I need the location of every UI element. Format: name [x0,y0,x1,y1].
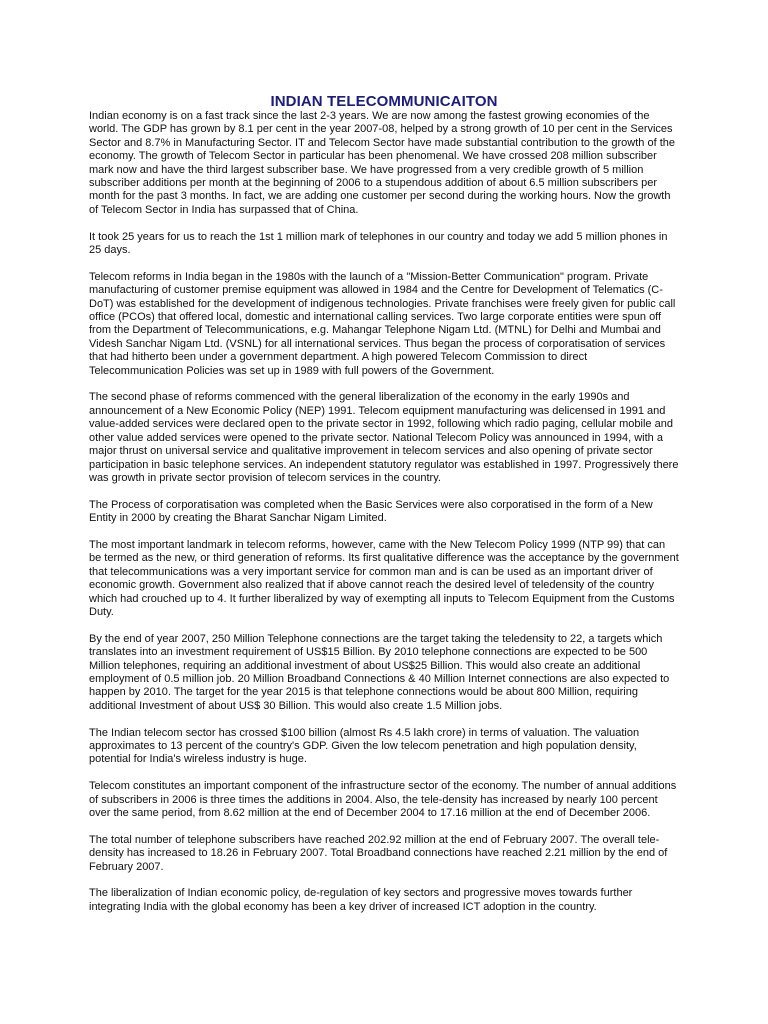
document-body [89,110,679,928]
paragraph-second-phase: The second phase of reforms commenced with the general liberalization of the economy in the early 1990s and announcement of a New Economic Policy (NEP) 1991. Telecom equipment manufacturing was delicensed in 1991 and value-added services were declared open to the private sector in 1992, following which radio paging, cellular mobile and other value added services were opened to the private sector. National Telecom Policy was announced in 1994, with a major thrust on universal service and qualitative improvement in telecom services and also opening of private sector participation in basic telephone services. An independent statutory regulator was established in 1997. Progressively there was growth in private sector provision of telecom services in the country. [89,391,679,484]
paragraph-ntp-99: The most important landmark in telecom reforms, however, came with the New Telecom Policy 1999 (NTP 99) that can be termed as the new, or third generation of reforms. Its first qualitative difference was the acceptance by the government that telecommunications was a very important service for common man and is can be used as an important driver of economic growth. Government also realized that if above cannot reach the desired level of teledensity of the country which had crouched up to 4. It further liberalized by way of exempting all inputs to Telecom Equipment from the Customs Duty. [89,538,679,618]
paragraph-valuation: The Indian telecom sector has crossed $100 billion (almost Rs 4.5 lakh crore) in terms of valuation. The valuation approximates to 13 percent of the country's GDP. Given the low telecom penetration and high population density, potential for India's wireless industry is huge. [89,726,640,766]
paragraph-corporatisation: The Process of corporatisation was completed when the Basic Services were also corporatised in the form of a New Entity in 2000 by creating the Bharat Sanchar Nigam Limited. [89,498,653,525]
paragraph-liberalization: The liberalization of Indian economic policy, de-regulation of key sectors and progressive moves towards further integrating India with the global economy has been a key driver of increased ICT adoption in the country. [89,887,633,913]
paragraph-reforms-1980s: Telecom reforms in India began in the 1980s with the launch of a "Mission-Better Communication" program. Private manufacturing of customer premise equipment was allowed in 1984 and the Centre for Development of Telematics (C-DoT) was established for the development of indigenous technologies. Private franchises were freely given for public call office (PCOs) that offered local, domestic and international calling services. Two large corporate entities were spun off from the Department of Telecommunications, e.g. Mahangar Telephone Nigam Ltd. (MTNL) for Delhi and Mumbai and Videsh Sanchar Nigam Ltd. (VSNL) for all international services. Thus began the process of corporatisation of services that had hitherto been under a government department. A high powered Telecom Commission to direct Telecommunication Policies was set up in 1989 with full powers of the Government. [89,270,676,377]
paragraph-subscribers-2007: The total number of telephone subscribers have reached 202.92 million at the end of February 2007. The overall tele-density has increased to 18.26 in February 2007. Total Broadband connections have reached 2.21 million by the end of February 2007. [89,833,668,873]
paragraph-first-million: It took 25 years for us to reach the 1st 1 million mark of telephones in our country and today we add 5 million phones in 25 days. [89,230,668,257]
paragraph-economy-growth: Indian economy is on a fast track since the last 2-3 years. We are now among the fastest growing economies of the world. The GDP has grown by 8.1 per cent in the year 2007-08, helped by a strong growth of 10 per cent in the Services Sector and 8.7% in Manufacturing Sector. IT and Telecom Sector have made substantial contribution to the growth of the economy. The growth of Telecom Sector in particular has been phenomenal. We have crossed 208 million subscriber mark now and have the third largest subscriber base. We have progressed from a very credible growth of 5 million subscriber additions per month at the beginning of 2006 to a stupendous addition of about 6.5 million subscribers per month for the past 3 months. In fact, we are adding one customer per second during the working hours. Now the growth of Telecom Sector in India has surpassed that of China. [89,110,675,216]
paragraph-targets-2007: By the end of year 2007, 250 Million Telephone connections are the target taking the teledensity to 22, a targets which translates into an investment requirement of US$15 Billion. By 2010 telephone connections are expected to be 500 Million telephones, requiring an additional investment of about US$25 Billion. This would also create an additional employment of 0.5 million job. 20 Million Broadband Connections & 40 Million Internet connections are also expected to happen by 2010. The target for the year 2015 is that telephone connections would be about 800 Million, requiring additional Investment of about US$ 30 Billion. This would also create 1.5 Million jobs. [89,632,670,712]
page-title: INDIAN TELECOMMUNICAITON [270,93,498,110]
paragraph-infrastructure: Telecom constitutes an important component of the infrastructure sector of the economy. The number of annual additions of subscribers in 2006 is three times the additions in 2004. Also, the tele-density has increased by nearly 100 percent over the same period, from 8.62 million at the end of December 2004 to 17.16 million at the end of December 2006. [89,780,677,819]
